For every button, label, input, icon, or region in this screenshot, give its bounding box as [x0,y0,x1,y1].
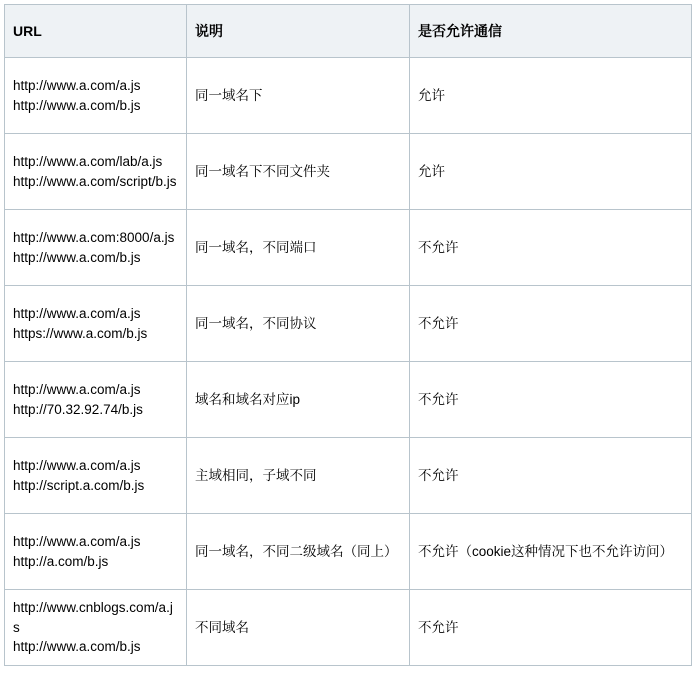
cell-allow: 不允许 [410,362,692,438]
cell-description: 主域相同，子域不同 [187,438,410,514]
cell-allow: 允许 [410,134,692,210]
table-row [5,134,692,210]
table-header [5,5,692,58]
url-line: http://www.a.com/a.js [13,457,141,473]
url-line: http://www.a.com/a.js [13,533,141,549]
table-row [5,438,692,514]
cell-url [5,514,187,590]
url-line: http://script.a.com/b.js [13,477,145,493]
url-line: http://a.com/b.js [13,553,109,569]
document-page [0,4,695,695]
cell-description: 同一域名，不同二级域名（同上） [187,514,410,590]
table-row [5,58,692,134]
column-header-url: URL [5,5,187,58]
url-line: http://www.a.com/b.js [13,639,141,655]
url-line: http://www.a.com:8000/a.js [13,229,175,245]
url-line: http://www.a.com/lab/a.js [13,153,163,169]
table-row [5,362,692,438]
table-header-row [5,5,692,58]
url-line: http://www.a.com/a.js [13,381,141,397]
cell-allow: 不允许 [410,590,692,666]
cell-url [5,438,187,514]
cell-allow: 允许 [410,58,692,134]
column-header-allow-communication: 是否允许通信 [410,5,692,58]
cell-allow: 不允许 [410,286,692,362]
cell-url [5,286,187,362]
table-row [5,286,692,362]
cell-description: 同一域名，不同端口 [187,210,410,286]
cell-description: 同一域名，不同协议 [187,286,410,362]
url-line: http://www.a.com/b.js [13,249,141,265]
url-line: http://www.cnblogs.com/a.js [13,600,173,635]
url-line: http://www.a.com/a.js [13,305,141,321]
url-line: http://www.a.com/a.js [13,77,141,93]
url-line: https://www.a.com/b.js [13,325,148,341]
cell-url [5,210,187,286]
cell-allow: 不允许 [410,210,692,286]
cell-description: 同一域名下不同文件夹 [187,134,410,210]
cell-description: 域名和域名对应ip [187,362,410,438]
same-origin-policy-table [4,4,692,666]
table-row [5,210,692,286]
cell-allow: 不允许（cookie这种情况下也不允许访问） [410,514,692,590]
table-row [5,514,692,590]
url-line: http://www.a.com/script/b.js [13,173,177,189]
cell-url [5,590,187,666]
table-body [5,58,692,666]
table-row [5,590,692,666]
cell-url [5,134,187,210]
cell-url [5,58,187,134]
cell-description: 不同域名 [187,590,410,666]
url-line: http://70.32.92.74/b.js [13,401,143,417]
cell-url [5,362,187,438]
column-header-description: 说明 [187,5,410,58]
cell-allow: 不允许 [410,438,692,514]
cell-description: 同一域名下 [187,58,410,134]
url-line: http://www.a.com/b.js [13,97,141,113]
